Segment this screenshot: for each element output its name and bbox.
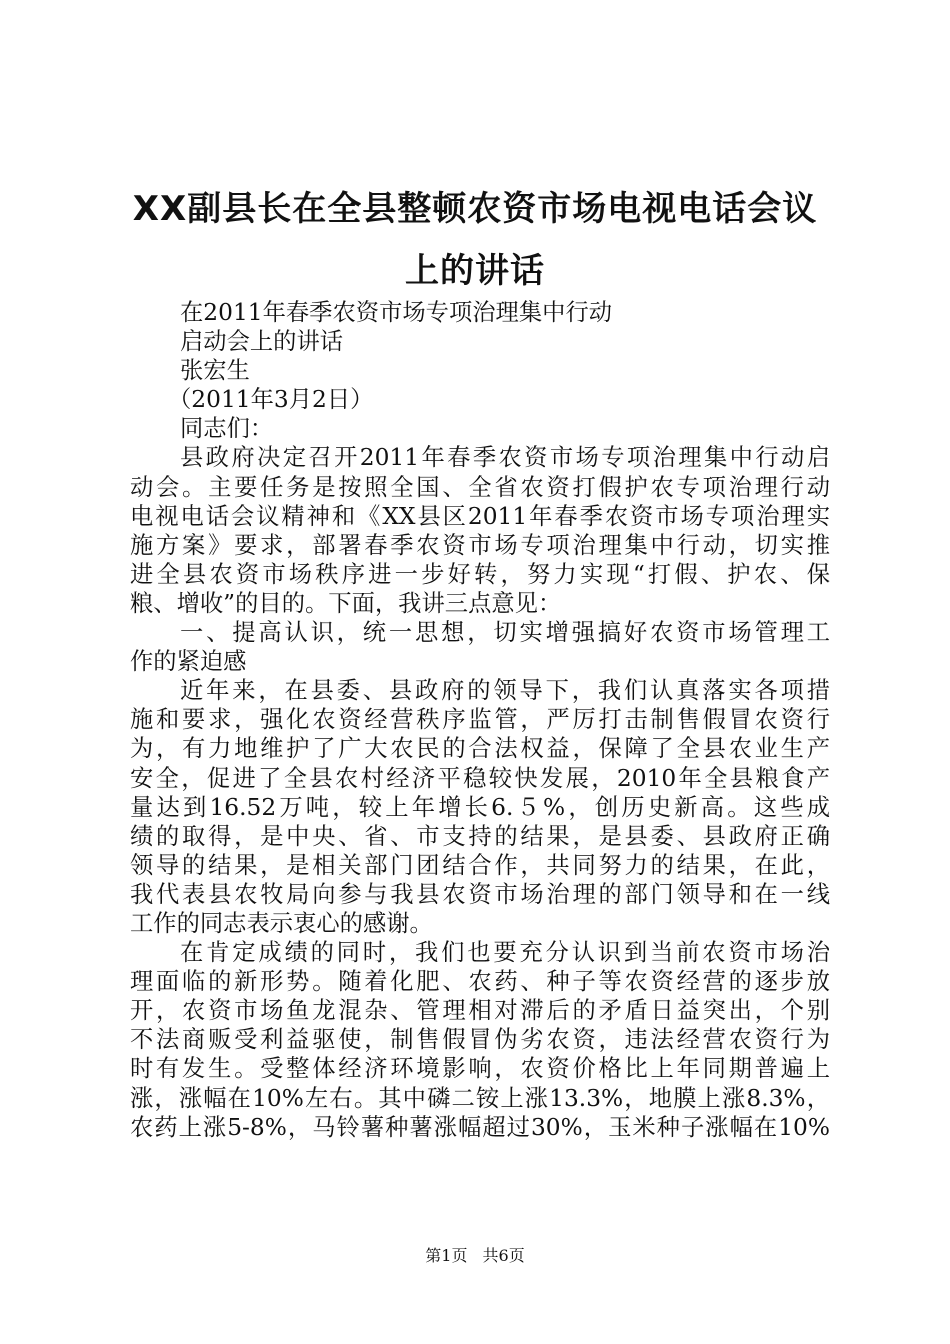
- paragraph-2-line: 领导的结果，是相关部门团结合作，共同努力的结果，在此，: [130, 851, 830, 879]
- page-number: 第1页: [425, 1246, 468, 1265]
- section-heading-1-line: 一、提高认识，统一思想，切实增强搞好农资市场管理工: [180, 619, 830, 647]
- paragraph-3-line: 时有发生。受整体经济环境影响，农资价格比上年同期普遍上: [130, 1055, 830, 1083]
- document-title: [120, 178, 830, 302]
- paragraph-1-line: 粮、增收”的目的。下面，我讲三点意见：: [130, 589, 562, 617]
- paragraph-3-line: 在肯定成绩的同时，我们也要充分认识到当前农资市场治: [180, 939, 830, 967]
- paragraph-3-line: 涨，涨幅在10%左右。其中磷二铵上涨13.3%，地膜上涨8.3%，: [130, 1084, 830, 1112]
- paragraph-1-line: 电视电话会议精神和《XX县区2011年春季农资市场专项治理实: [130, 502, 830, 530]
- title-line-2: 上的讲话: [405, 251, 545, 291]
- paragraph-1-line: 动会。主要任务是按照全国、全省农资打假护农专项治理行动: [130, 473, 830, 501]
- speech-date: （2011年3月2日）: [168, 386, 374, 414]
- author-name: 张宏生: [180, 357, 250, 385]
- paragraph-2-line: 安全，促进了全县农村经济平稳较快发展，2010年全县粮食产: [130, 764, 830, 792]
- paragraph-1-line: 进全县农资市场秩序进一步好转，努力实现“打假、护农、保: [130, 560, 830, 588]
- paragraph-2-line: 工作的同志表示衷心的感谢。: [130, 909, 433, 937]
- paragraph-2-line: 绩的取得，是中央、省、市支持的结果，是县委、县政府正确: [130, 822, 830, 850]
- subtitle-line-1: 在2011年春季农资市场专项治理集中行动: [180, 299, 613, 326]
- paragraph-2-line: 为，有力地维护了广大农民的合法权益，保障了全县农业生产: [130, 735, 830, 763]
- salutation: 同志们：: [180, 415, 274, 443]
- paragraph-2-line: 量达到16.52万吨，较上年增长6.５%，创历史新高。这些成: [130, 793, 830, 821]
- paragraph-3-line: 理面临的新形势。随着化肥、农药、种子等农资经营的逐步放: [130, 968, 830, 996]
- document-body: [130, 298, 830, 1142]
- paragraph-3-line: 不法商贩受利益驱使，制售假冒伪劣农资，违法经营农资行为: [130, 1026, 830, 1054]
- page-count: 共6页: [482, 1246, 525, 1265]
- paragraph-1-line: 县政府决定召开2011年春季农资市场专项治理集中行动启: [180, 444, 830, 472]
- paragraph-2-line: 施和要求，强化农资经营秩序监管，严厉打击制售假冒农资行: [130, 706, 830, 734]
- paragraph-2-line: 我代表县农牧局向参与我县农资市场治理的部门领导和在一线: [130, 880, 830, 908]
- paragraph-1-line: 施方案》要求，部署春季农资市场专项治理集中行动，切实推: [130, 531, 830, 559]
- subtitle-line-2: 启动会上的讲话: [180, 328, 344, 356]
- section-heading-1-line: 作的紧迫感: [130, 648, 247, 676]
- title-line-1: XX副县长在全县整顿农资市场电视电话会议: [132, 189, 818, 229]
- paragraph-3-line: 开，农资市场鱼龙混杂、管理相对滞后的矛盾日益突出，个别: [130, 997, 830, 1025]
- paragraph-2-line: 近年来，在县委、县政府的领导下，我们认真落实各项措: [180, 677, 830, 705]
- page-footer: [0, 1245, 950, 1267]
- paragraph-3-line: 农药上涨5-8%，马铃薯种薯涨幅超过30%，玉米种子涨幅在10%: [130, 1113, 830, 1141]
